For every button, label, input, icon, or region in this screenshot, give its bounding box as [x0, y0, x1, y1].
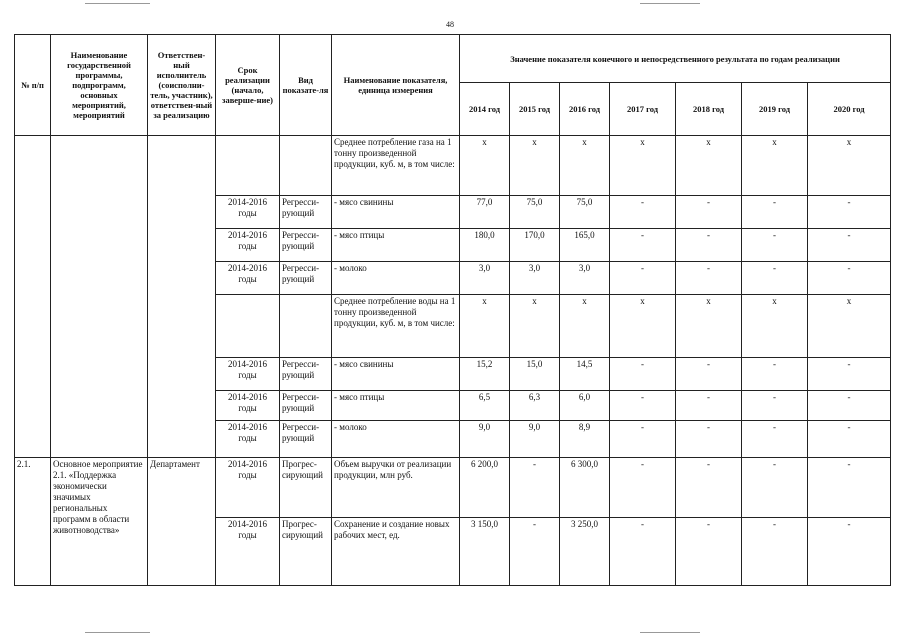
- cell-value: -: [808, 229, 891, 262]
- header-year: 2020 год: [808, 83, 891, 136]
- cell-program: Основное мероприятие 2.1. «Поддержка экономически значимых региональных программ в области животноводства»: [51, 458, 148, 586]
- cell-value: -: [742, 391, 808, 421]
- cell-value: -: [808, 358, 891, 391]
- cell-indicator: - мясо птицы: [332, 391, 460, 421]
- cell-value: 3,0: [560, 262, 610, 295]
- cell-value: 6,0: [560, 391, 610, 421]
- cell-value: 75,0: [560, 196, 610, 229]
- cell-type: [280, 136, 332, 196]
- cell-term: [216, 295, 280, 358]
- cell-indicator: - молоко: [332, 262, 460, 295]
- cell-value: х: [510, 295, 560, 358]
- cell-value: х: [460, 295, 510, 358]
- cell-value: -: [610, 458, 676, 518]
- header-num: № п/п: [15, 35, 51, 136]
- cell-value: х: [610, 295, 676, 358]
- cell-value: 15,0: [510, 358, 560, 391]
- cell-value: -: [676, 391, 742, 421]
- cell-value: -: [742, 229, 808, 262]
- cell-value: х: [676, 295, 742, 358]
- cell-program: [51, 136, 148, 458]
- scan-artifact: [640, 632, 700, 633]
- cell-term: 2014-2016 годы: [216, 196, 280, 229]
- cell-type: Прогрес-сирующий: [280, 458, 332, 518]
- cell-term: 2014-2016 годы: [216, 229, 280, 262]
- cell-value: 3,0: [510, 262, 560, 295]
- header-term: Срок реализации (начало, заверше-ние): [216, 35, 280, 136]
- cell-value: 6,3: [510, 391, 560, 421]
- cell-type: Регресси-рующий: [280, 358, 332, 391]
- cell-value: х: [676, 136, 742, 196]
- cell-value: -: [742, 518, 808, 586]
- page-number: 48: [446, 20, 454, 29]
- cell-value: х: [808, 295, 891, 358]
- cell-value: -: [676, 458, 742, 518]
- cell-value: х: [560, 295, 610, 358]
- cell-value: 75,0: [510, 196, 560, 229]
- cell-value: 8,9: [560, 421, 610, 458]
- cell-value: -: [808, 458, 891, 518]
- cell-executor: Департамент: [148, 458, 216, 586]
- cell-indicator: - мясо свинины: [332, 196, 460, 229]
- cell-type: Регресси-рующий: [280, 262, 332, 295]
- cell-value: -: [742, 262, 808, 295]
- cell-value: -: [676, 358, 742, 391]
- cell-term: 2014-2016 годы: [216, 262, 280, 295]
- cell-value: 3 250,0: [560, 518, 610, 586]
- header-executor: Ответствен-ный исполнитель (соисполни-тель, участник), ответствен-ный за реализацию: [148, 35, 216, 136]
- cell-value: -: [742, 458, 808, 518]
- scan-artifact: [640, 3, 700, 4]
- cell-executor: [148, 136, 216, 458]
- cell-value: х: [560, 136, 610, 196]
- cell-value: -: [676, 518, 742, 586]
- cell-value: 6 300,0: [560, 458, 610, 518]
- header-year: 2015 год: [510, 83, 560, 136]
- cell-value: -: [676, 229, 742, 262]
- cell-value: -: [676, 262, 742, 295]
- scan-artifact: [85, 632, 150, 633]
- table-row: [15, 458, 891, 518]
- cell-indicator: Объем выручки от реализации продукции, млн руб.: [332, 458, 460, 518]
- cell-value: -: [808, 196, 891, 229]
- cell-value: -: [610, 518, 676, 586]
- cell-value: х: [460, 136, 510, 196]
- cell-value: -: [610, 262, 676, 295]
- header-year: 2018 год: [676, 83, 742, 136]
- scan-artifact: [85, 3, 150, 4]
- header-year: 2014 год: [460, 83, 510, 136]
- cell-indicator: - мясо свинины: [332, 358, 460, 391]
- cell-value: -: [808, 391, 891, 421]
- cell-value: -: [610, 358, 676, 391]
- cell-num: [15, 136, 51, 458]
- cell-value: -: [510, 518, 560, 586]
- cell-value: -: [676, 421, 742, 458]
- cell-value: х: [610, 136, 676, 196]
- cell-term: 2014-2016 годы: [216, 358, 280, 391]
- cell-type: Регресси-рующий: [280, 196, 332, 229]
- cell-value: х: [742, 295, 808, 358]
- cell-term: 2014-2016 годы: [216, 391, 280, 421]
- cell-value: -: [610, 229, 676, 262]
- cell-value: 77,0: [460, 196, 510, 229]
- cell-value: 3 150,0: [460, 518, 510, 586]
- cell-value: х: [742, 136, 808, 196]
- cell-type: [280, 295, 332, 358]
- cell-value: 9,0: [460, 421, 510, 458]
- cell-value: 165,0: [560, 229, 610, 262]
- header-year: 2016 год: [560, 83, 610, 136]
- cell-value: -: [610, 421, 676, 458]
- header-indicator: Наименование показателя, единица измерения: [332, 35, 460, 136]
- cell-indicator: Сохранение и создание новых рабочих мест, ед.: [332, 518, 460, 586]
- cell-value: -: [610, 196, 676, 229]
- cell-value: х: [510, 136, 560, 196]
- table-row: [15, 136, 891, 196]
- cell-term: [216, 136, 280, 196]
- header-program: Наименование государственной программы, подпрограмм, основных мероприятий, мероприятий: [51, 35, 148, 136]
- cell-value: 14,5: [560, 358, 610, 391]
- cell-type: Регресси-рующий: [280, 421, 332, 458]
- cell-indicator: - молоко: [332, 421, 460, 458]
- cell-value: 15,2: [460, 358, 510, 391]
- header-values-title: Значение показателя конечного и непосредственного результата по годам реализации: [460, 35, 891, 83]
- cell-term: 2014-2016 годы: [216, 458, 280, 518]
- cell-type: Регресси-рующий: [280, 229, 332, 262]
- cell-value: -: [808, 518, 891, 586]
- cell-value: х: [808, 136, 891, 196]
- cell-term: 2014-2016 годы: [216, 518, 280, 586]
- cell-value: 9,0: [510, 421, 560, 458]
- header-year: 2019 год: [742, 83, 808, 136]
- cell-value: 170,0: [510, 229, 560, 262]
- cell-type: Регресси-рующий: [280, 391, 332, 421]
- cell-value: -: [808, 421, 891, 458]
- header-year: 2017 год: [610, 83, 676, 136]
- cell-num: 2.1.: [15, 458, 51, 586]
- cell-indicator: - мясо птицы: [332, 229, 460, 262]
- cell-type: Прогрес-сирующий: [280, 518, 332, 586]
- header-type: Вид показате-ля: [280, 35, 332, 136]
- cell-value: -: [610, 391, 676, 421]
- cell-value: 6 200,0: [460, 458, 510, 518]
- cell-value: -: [510, 458, 560, 518]
- cell-value: -: [808, 262, 891, 295]
- cell-value: -: [742, 358, 808, 391]
- cell-indicator: Среднее потребление воды на 1 тонну произведенной продукции, куб. м, в том числе:: [332, 295, 460, 358]
- cell-value: 6,5: [460, 391, 510, 421]
- indicator-table: [14, 34, 891, 586]
- cell-value: -: [742, 421, 808, 458]
- cell-indicator: Среднее потребление газа на 1 тонну произведенной продукции, куб. м, в том числе:: [332, 136, 460, 196]
- cell-value: 180,0: [460, 229, 510, 262]
- cell-value: -: [742, 196, 808, 229]
- cell-value: -: [676, 196, 742, 229]
- cell-term: 2014-2016 годы: [216, 421, 280, 458]
- cell-value: 3,0: [460, 262, 510, 295]
